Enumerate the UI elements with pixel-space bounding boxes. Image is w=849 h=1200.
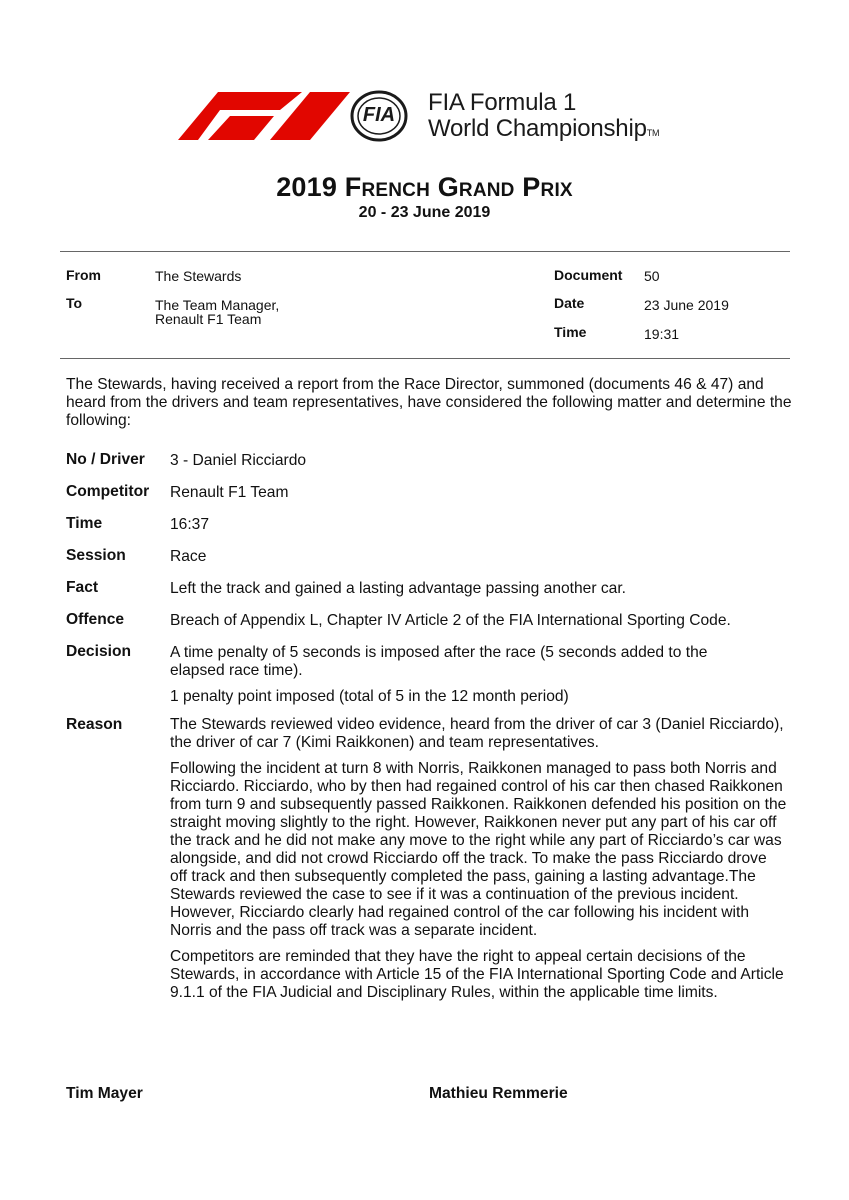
championship-line-1: FIA Formula 1: [428, 89, 577, 116]
decision-paragraph-2: 1 penalty point imposed (total of 5 in the 12 month period): [170, 688, 569, 705]
competitor-label: Competitor: [66, 483, 150, 500]
header-logo: [178, 86, 698, 148]
document-value: 50: [644, 268, 660, 284]
fact-value: Left the track and gained a lasting advantage passing another car.: [170, 580, 627, 597]
driver-value: 3 - Daniel Ricciardo: [170, 452, 307, 469]
document-label: Document: [554, 267, 623, 283]
top-divider: [60, 251, 790, 252]
time-value: 19:31: [644, 326, 680, 342]
from-value: The Stewards: [155, 268, 242, 284]
to-label: To: [66, 295, 83, 311]
reason-paragraph-1: The Stewards reviewed video evidence, heard from the driver of car 3 (Daniel Ricciardo), the driver of car 7 (Kimi Raikkonen) and team representatives.: [170, 716, 784, 751]
page-title: 2019 French Grand Prix: [276, 172, 573, 202]
decision-paragraph-1: A time penalty of 5 seconds is imposed after the race (5 seconds added to the elapsed race time).: [170, 644, 708, 679]
driver-label: No / Driver: [66, 451, 145, 468]
time-field-label: Time: [66, 515, 103, 532]
f1-logo-icon: [178, 92, 350, 140]
trademark-mark: TM: [646, 128, 660, 138]
fact-label: Fact: [66, 579, 99, 596]
competitor-value: Renault F1 Team: [170, 484, 289, 501]
signature-left: Tim Mayer: [66, 1085, 143, 1102]
date-label: Date: [554, 295, 585, 311]
signature-right: Mathieu Remmerie: [429, 1085, 568, 1102]
from-label: From: [66, 267, 101, 283]
time-field-value: 16:37: [170, 516, 210, 533]
time-label: Time: [554, 324, 587, 340]
to-value-line-2: Renault F1 Team: [155, 311, 262, 327]
intro-paragraph: The Stewards, having received a report from the Race Director, summoned (documents 46 & 47) and heard from the drivers and team representatives, have considered the following matter and determine the following:: [66, 376, 792, 429]
session-value: Race: [170, 548, 207, 565]
reason-paragraph-3: Competitors are reminded that they have the right to appeal certain decisions of the Stewards, in accordance with Article 15 of the FIA International Sporting Code and Article 9.1.1 of the FIA Judicial and Disciplinary Rules, within the applicable time limits.: [170, 948, 784, 1001]
reason-value: [170, 716, 788, 1010]
championship-wordmark: [428, 90, 659, 146]
fia-badge-icon: [350, 90, 408, 142]
decision-value: [170, 644, 760, 714]
date-value: 23 June 2019: [644, 297, 729, 313]
bottom-divider: [60, 358, 790, 359]
offence-label: Offence: [66, 611, 125, 628]
reason-label: Reason: [66, 716, 123, 733]
to-value-line-1: The Team Manager,: [155, 297, 280, 313]
fia-badge-text: FIA: [362, 104, 396, 126]
championship-line-2: [428, 116, 659, 146]
event-dates: 20 - 23 June 2019: [358, 204, 491, 221]
offence-value: Breach of Appendix L, Chapter IV Article 2 of the FIA International Sporting Code.: [170, 612, 731, 629]
reason-paragraph-2: Following the incident at turn 8 with Norris, Raikkonen managed to pass both Norris and Ricciardo. Ricciardo, who by then had regained control of his car then chased Raikkonen from turn 9 and subsequently passed Raikkonen. Raikkonen defended his position on the straight moving slightly to the right. However, Raikkonen never put any part of his car off the track and he did not make any move to the right while any part of Ricciardo’s car was alongside, and did not crowd Ricciardo off the track. To make the pass Ricciardo drove off track and then subsequently completed the pass, gaining a lasting advantage.The Stewards reviewed the case to see if it was a continuation of the previous incident. However, Ricciardo clearly had regained control of the car following his incident with Norris and the pass off track was a separate incident.: [170, 760, 787, 939]
championship-line-2-text: World Championship: [428, 115, 647, 142]
session-label: Session: [66, 547, 126, 564]
decision-label: Decision: [66, 643, 131, 660]
